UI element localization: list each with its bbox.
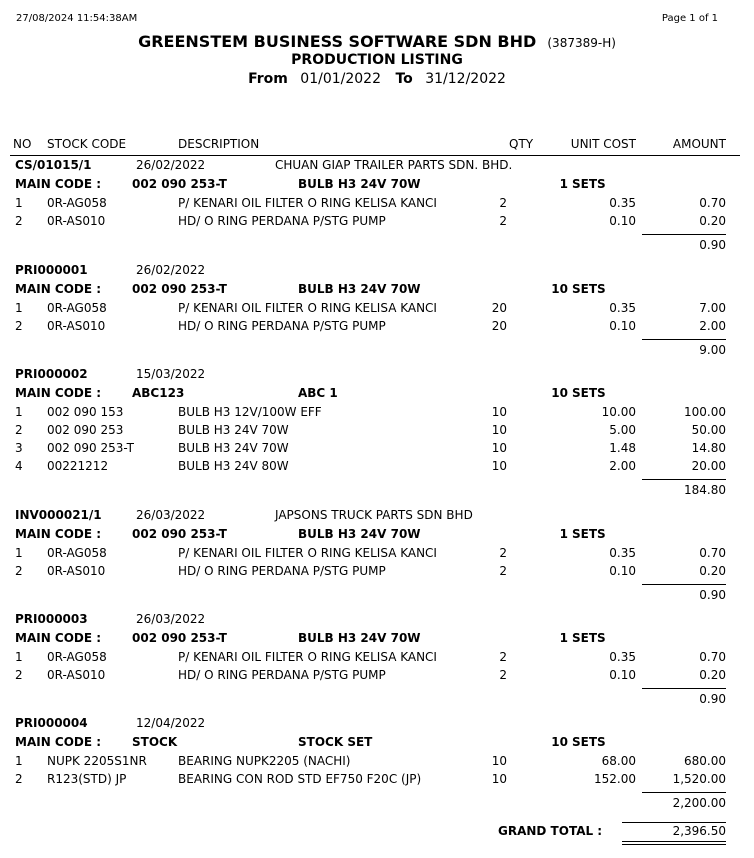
- item-stock-code: 002 090 253: [47, 423, 124, 437]
- doc-date: 15/03/2022: [136, 367, 206, 381]
- grand-total-rule-double: [622, 844, 726, 845]
- item-no: 2: [15, 772, 23, 786]
- item-unit-cost: 2.00: [609, 459, 636, 473]
- item-description: BULB H3 24V 70W: [178, 441, 289, 455]
- item-no: 4: [15, 459, 23, 473]
- main-qty: 1: [559, 177, 568, 191]
- report-title: PRODUCTION LISTING: [291, 52, 463, 68]
- item-qty: 10: [491, 405, 507, 419]
- item-qty: 20: [491, 301, 507, 315]
- item-stock-code: 0R-AG058: [47, 650, 107, 664]
- main-code-label: MAIN CODE :: [15, 282, 102, 296]
- item-stock-code: 002 090 153: [47, 405, 124, 419]
- item-qty: 20: [491, 319, 507, 333]
- subtotal-rule: [642, 234, 726, 235]
- item-amount: 2.00: [699, 319, 726, 333]
- item-unit-cost: 68.00: [601, 754, 636, 768]
- grand-total-value: 2,396.50: [672, 824, 726, 838]
- main-uom: SETS: [572, 631, 606, 645]
- main-qty: 10: [551, 735, 568, 749]
- item-amount: 0.70: [699, 650, 726, 664]
- main-code: ABC123: [132, 386, 185, 400]
- doc-date: 26/03/2022: [136, 508, 206, 522]
- item-description: BEARING NUPK2205 (NACHI): [178, 754, 351, 768]
- col-header-unit-cost: UNIT COST: [570, 137, 636, 151]
- subtotal-rule: [642, 479, 726, 480]
- doc-number: PRI000003: [15, 612, 88, 626]
- item-qty: 2: [499, 564, 507, 578]
- item-unit-cost: 0.10: [609, 564, 636, 578]
- main-code: 002 090 253-T: [132, 527, 227, 541]
- item-unit-cost: 0.10: [609, 214, 636, 228]
- col-header-description: DESCRIPTION: [178, 137, 260, 151]
- item-no: 2: [15, 564, 23, 578]
- item-description: P/ KENARI OIL FILTER O RING KELISA KANCI: [178, 196, 437, 210]
- doc-number: INV000021/1: [15, 508, 102, 522]
- subtotal-rule: [642, 688, 726, 689]
- item-description: P/ KENARI OIL FILTER O RING KELISA KANCI: [178, 546, 437, 560]
- item-no: 2: [15, 319, 23, 333]
- item-amount: 1,520.00: [672, 772, 726, 786]
- main-description: ABC 1: [298, 386, 338, 400]
- item-unit-cost: 0.35: [609, 546, 636, 560]
- item-unit-cost: 0.10: [609, 668, 636, 682]
- item-amount: 0.20: [699, 564, 726, 578]
- item-description: P/ KENARI OIL FILTER O RING KELISA KANCI: [178, 650, 437, 664]
- item-stock-code: 0R-AG058: [47, 196, 107, 210]
- item-description: HD/ O RING PERDANA P/STG PUMP: [178, 564, 386, 578]
- grand-total-rule-top: [622, 822, 726, 823]
- item-no: 2: [15, 214, 23, 228]
- item-qty: 2: [499, 668, 507, 682]
- item-unit-cost: 5.00: [609, 423, 636, 437]
- doc-total: 9.00: [699, 343, 726, 357]
- company-reg-no: (387389-H): [547, 36, 616, 50]
- doc-number: PRI000001: [15, 263, 88, 277]
- main-description: BULB H3 24V 70W: [298, 631, 421, 645]
- main-description: BULB H3 24V 70W: [298, 527, 421, 541]
- item-qty: 2: [499, 546, 507, 560]
- item-amount: 680.00: [684, 754, 726, 768]
- subtotal-rule: [642, 584, 726, 585]
- main-uom: SETS: [572, 386, 606, 400]
- grand-total-label: GRAND TOTAL :: [498, 824, 603, 838]
- main-qty: 1: [559, 631, 568, 645]
- doc-total: 0.90: [699, 692, 726, 706]
- col-header-stock-code: STOCK CODE: [47, 137, 127, 151]
- main-description: BULB H3 24V 70W: [298, 282, 421, 296]
- item-unit-cost: 1.48: [609, 441, 636, 455]
- doc-number: PRI000002: [15, 367, 88, 381]
- doc-party: CHUAN GIAP TRAILER PARTS SDN. BHD.: [275, 158, 513, 172]
- item-qty: 10: [491, 441, 507, 455]
- doc-total: 184.80: [684, 483, 726, 497]
- item-stock-code: 0R-AG058: [47, 301, 107, 315]
- doc-number: PRI000004: [15, 716, 88, 730]
- doc-date: 26/03/2022: [136, 612, 206, 626]
- item-no: 1: [15, 301, 23, 315]
- item-no: 1: [15, 546, 23, 560]
- main-code: 002 090 253-T: [132, 282, 227, 296]
- item-stock-code: 002 090 253-T: [47, 441, 134, 455]
- item-amount: 0.70: [699, 196, 726, 210]
- item-unit-cost: 0.35: [609, 196, 636, 210]
- main-description: STOCK SET: [298, 735, 373, 749]
- subtotal-rule: [642, 792, 726, 793]
- doc-total: 0.90: [699, 238, 726, 252]
- page-number: Page 1 of 1: [661, 13, 718, 24]
- item-description: BULB H3 24V 70W: [178, 423, 289, 437]
- item-stock-code: 0R-AS010: [47, 319, 106, 333]
- main-description: BULB H3 24V 70W: [298, 177, 421, 191]
- doc-date: 12/04/2022: [136, 716, 206, 730]
- item-amount: 14.80: [691, 441, 726, 455]
- item-amount: 100.00: [684, 405, 726, 419]
- item-amount: 20.00: [691, 459, 726, 473]
- item-description: HD/ O RING PERDANA P/STG PUMP: [178, 214, 386, 228]
- item-qty: 2: [499, 214, 507, 228]
- item-amount: 0.20: [699, 668, 726, 682]
- item-unit-cost: 0.10: [609, 319, 636, 333]
- col-header-qty: QTY: [509, 137, 534, 151]
- main-code: STOCK: [132, 735, 178, 749]
- grand-total-rule-bottom: [622, 841, 726, 842]
- item-qty: 10: [491, 423, 507, 437]
- item-unit-cost: 0.35: [609, 650, 636, 664]
- item-qty: 2: [499, 650, 507, 664]
- item-stock-code: NUPK 2205S1NR: [47, 754, 147, 768]
- doc-party: JAPSONS TRUCK PARTS SDN BHD: [275, 508, 473, 522]
- item-description: BEARING CON ROD STD EF750 F20C (JP): [178, 772, 422, 786]
- item-description: BULB H3 12V/100W EFF: [178, 405, 322, 419]
- item-unit-cost: 152.00: [594, 772, 636, 786]
- doc-total: 0.90: [699, 588, 726, 602]
- header-rule: [10, 155, 740, 156]
- item-no: 2: [15, 668, 23, 682]
- doc-date: 26/02/2022: [136, 158, 206, 172]
- main-code-label: MAIN CODE :: [15, 177, 102, 191]
- item-unit-cost: 0.35: [609, 301, 636, 315]
- report-datetime: 27/08/2024 11:54:38AM: [16, 13, 138, 24]
- main-code-label: MAIN CODE :: [15, 527, 102, 541]
- item-stock-code: R123(STD) JP: [47, 772, 127, 786]
- main-uom: SETS: [572, 282, 606, 296]
- company-name: GREENSTEM BUSINESS SOFTWARE SDN BHD: [138, 32, 537, 51]
- item-stock-code: 0R-AS010: [47, 214, 106, 228]
- item-no: 1: [15, 754, 23, 768]
- doc-number: CS/01015/1: [15, 158, 92, 172]
- date-range: [0, 71, 754, 87]
- company-header: [0, 32, 754, 51]
- main-code: 002 090 253-T: [132, 631, 227, 645]
- item-qty: 2: [499, 196, 507, 210]
- to-date: 31/12/2022: [425, 71, 506, 87]
- main-qty: 10: [551, 386, 568, 400]
- main-uom: SETS: [572, 177, 606, 191]
- subtotal-rule: [642, 339, 726, 340]
- item-qty: 10: [491, 772, 507, 786]
- item-no: 1: [15, 405, 23, 419]
- col-header-no: NO: [13, 137, 32, 151]
- item-no: 1: [15, 196, 23, 210]
- main-code-label: MAIN CODE :: [15, 735, 102, 749]
- item-stock-code: 0R-AS010: [47, 668, 106, 682]
- col-header-amount: AMOUNT: [672, 137, 726, 151]
- from-label: From: [248, 71, 288, 87]
- item-amount: 0.20: [699, 214, 726, 228]
- item-description: HD/ O RING PERDANA P/STG PUMP: [178, 668, 386, 682]
- item-no: 2: [15, 423, 23, 437]
- main-uom: SETS: [572, 527, 606, 541]
- item-amount: 7.00: [699, 301, 726, 315]
- main-code-label: MAIN CODE :: [15, 631, 102, 645]
- item-stock-code: 0R-AG058: [47, 546, 107, 560]
- doc-total: 2,200.00: [672, 796, 726, 810]
- from-date: 01/01/2022: [300, 71, 381, 87]
- doc-date: 26/02/2022: [136, 263, 206, 277]
- item-unit-cost: 10.00: [601, 405, 636, 419]
- main-qty: 1: [559, 527, 568, 541]
- main-qty: 10: [551, 282, 568, 296]
- item-description: HD/ O RING PERDANA P/STG PUMP: [178, 319, 386, 333]
- item-qty: 10: [491, 754, 507, 768]
- main-code: 002 090 253-T: [132, 177, 227, 191]
- main-code-label: MAIN CODE :: [15, 386, 102, 400]
- item-stock-code: 00221212: [47, 459, 109, 473]
- item-stock-code: 0R-AS010: [47, 564, 106, 578]
- item-description: P/ KENARI OIL FILTER O RING KELISA KANCI: [178, 301, 437, 315]
- item-amount: 0.70: [699, 546, 726, 560]
- item-amount: 50.00: [691, 423, 726, 437]
- to-label: To: [395, 71, 413, 87]
- main-uom: SETS: [572, 735, 606, 749]
- item-description: BULB H3 24V 80W: [178, 459, 289, 473]
- item-no: 3: [15, 441, 23, 455]
- item-no: 1: [15, 650, 23, 664]
- item-qty: 10: [491, 459, 507, 473]
